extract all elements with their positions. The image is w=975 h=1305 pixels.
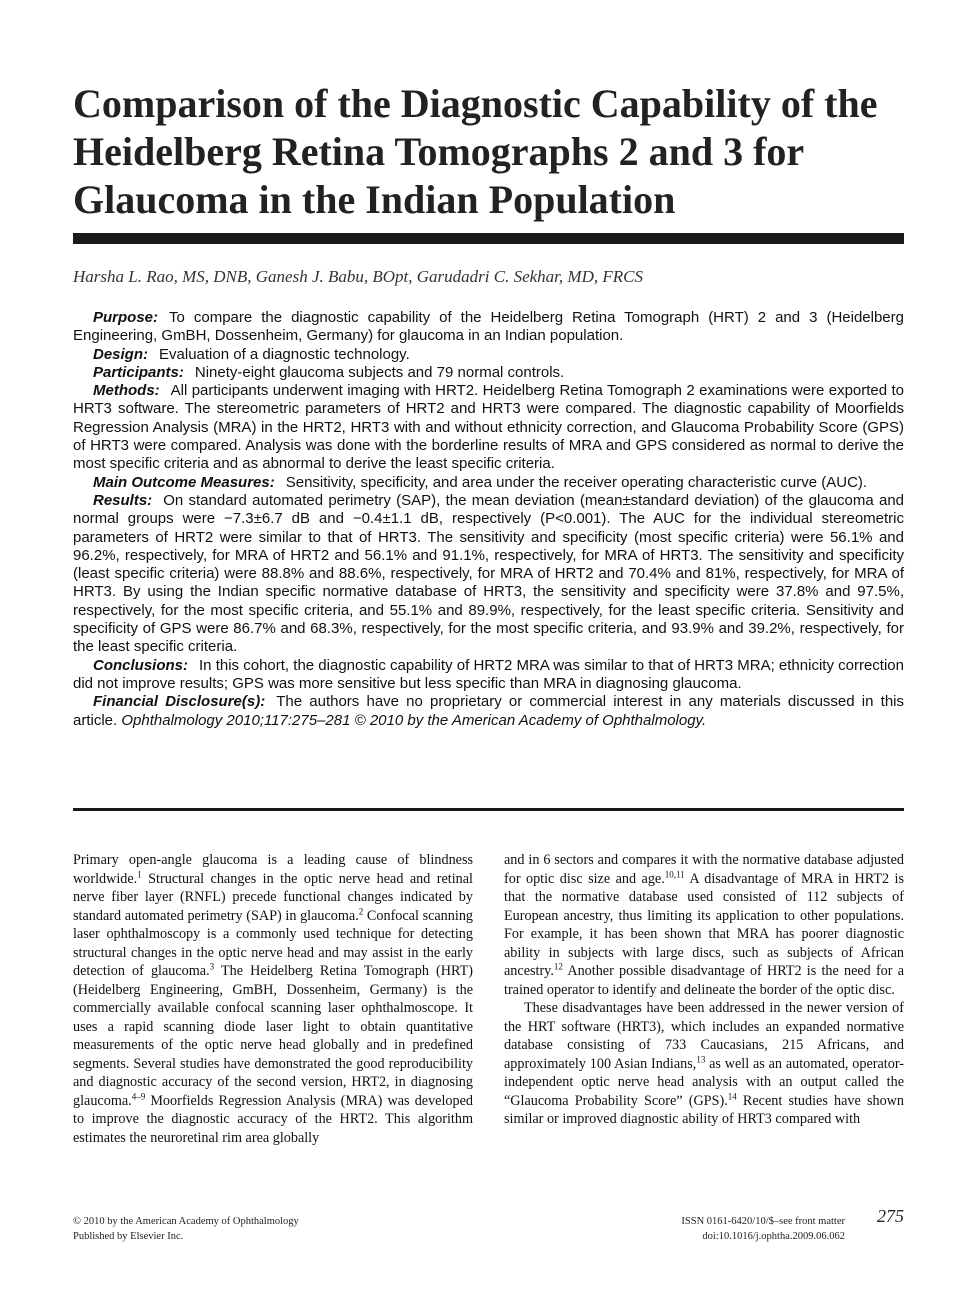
abstract-text: The authors have no proprietary or commercial interest in any materials discussed in this article.	[73, 693, 904, 729]
abstract-label: Participants:	[93, 363, 184, 381]
body-paragraph: These disadvantages have been addressed in the newer version of the HRT software (HRT3), which includes an expanded normative database consisting of 733 Caucasians, 215 Africans, and approximately 100 Asian Indians,$^{13}$ as well as an automated, operator-independent optic nerve head analysis with an output called the “Glaucoma Probability Score” (GPS).$^{14}$ Recent studies have shown similar or improved diagnostic ability of HRT3 compared with	[504, 1000, 904, 1127]
journal-citation: Ophthalmology 2010;117:275–281 © 2010 by the American Academy of Ophthalmology.	[121, 711, 707, 729]
abstract-label: Conclusions:	[93, 656, 189, 674]
abstract-label: Main Outcome Measures:	[93, 473, 275, 491]
abstract-conclusions	[73, 657, 904, 694]
abstract-financial-disclosure	[73, 693, 904, 730]
reference-superscript: 1	[137, 868, 142, 879]
body-column-right	[504, 851, 904, 1129]
article-title: Comparison of the Diagnostic Capability of the Heidelberg Retina Tomographs 2 and 3 for Glaucoma in the Indian Population	[73, 81, 878, 222]
body-column-left	[73, 851, 473, 1147]
reference-superscript: 12	[553, 961, 563, 972]
abstract-text: On standard automated perimetry (SAP), the mean deviation (mean±standard deviation) of the glaucoma and normal groups were −7.3±6.7 dB and −0.4±1.1 dB, respectively (P<0.001). The AUC for the individual stereometric parameters of HRT2 were similar to that of HRT3. The sensitivity and specificity (most specific criteria) were 56.1% and 96.2%, respectively, for MRA of HRT2 and 56.1% and 91.1%, respectively, for MRA of HRT3. The sensitivity and specificity (least specific criteria) were 88.8% and 88.6%, respectively, for MRA of HRT2 and 70.4% and 81%, respectively, for MRA of HRT3. By using the Indian specific normative database of HRT3, the sensitivity and specificity were 37.8% and 97.5%, respectively, for the most specific criteria, and 55.1% and 89.9%, respectively, for the least specific criteria. Sensitivity and specificity of GPS were 86.7% and 68.3%, respectively, for the most specific criteria, and 93.9% and 39.2%, respectively, for the least specific criteria.	[73, 491, 904, 656]
reference-superscript: 13	[696, 1053, 706, 1064]
abstract-label: Results:	[93, 491, 153, 509]
reference-superscript: 4–9	[131, 1090, 146, 1101]
abstract-label: Purpose:	[93, 309, 159, 326]
abstract-text: Sensitivity, specificity, and area under the receiver operating characteristic curve (AUC).	[285, 473, 868, 491]
reference-superscript: 14	[727, 1090, 737, 1101]
abstract-rule	[73, 808, 904, 811]
abstract-methods	[73, 382, 904, 473]
reference-superscript: 2	[358, 905, 364, 916]
abstract-results	[73, 492, 904, 657]
abstract-purpose	[73, 309, 904, 346]
reference-superscript: 10,11	[664, 868, 685, 879]
issn-line: ISSN 0161-6420/10/$–see front matter	[681, 1216, 845, 1227]
doi-line: doi:10.1016/j.ophtha.2009.06.062	[702, 1231, 845, 1242]
abstract-text: To compare the diagnostic capability of the Heidelberg Retina Tomograph (HRT) 2 and 3 (Heidelberg Engineering, GmBH, Dossenheim, Germany) for glaucoma in an Indian population.	[73, 309, 904, 345]
author-list: Harsha L. Rao, MS, DNB, Ganesh J. Babu, BOpt, Garudadri C. Sekhar, MD, FRCS	[73, 267, 643, 286]
footer-left	[73, 1214, 453, 1244]
abstract-label: Design:	[93, 345, 149, 363]
copyright-line: © 2010 by the American Academy of Ophthalmology	[73, 1216, 299, 1227]
body-paragraph: Primary open-angle glaucoma is a leading cause of blindness worldwide.$^1$ Structural changes in the optic nerve head and retinal nerve fiber layer (RNFL) precede functional changes indicated by standard automated perimetry (SAP) in glaucoma.$^2$ Confocal scanning laser ophthalmoscopy is a commonly used technique for detecting structural changes in the optic nerve head and may assist in the early detection of glaucoma.$^3$ The Heidelberg Retina Tomograph (HRT) (Heidelberg Engineering, GmBH, Dossenheim, Germany) is the commercially available confocal scanning laser ophthalmoscope. It uses a rapid scanning diode laser light to obtain quantitative measurements of the optic nerve head globally and in predefined segments. Several studies have demonstrated the good reproducibility and diagnostic accuracy of the second version, HRT2, in diagnosing glaucoma.$^{4-9}$ Moorfields Regression Analysis (MRA) was developed to improve the diagnostic accuracy of the HRT2. This algorithm estimates the neuroretinal rim area globally	[73, 852, 474, 1146]
abstract-outcome-measures	[73, 474, 904, 492]
publisher-line: Published by Elsevier Inc.	[73, 1231, 184, 1242]
abstract-label: Methods:	[93, 382, 160, 400]
abstract-participants	[73, 364, 904, 382]
abstract	[73, 309, 904, 730]
body-paragraph: and in 6 sectors and compares it with the normative database adjusted for optic disc size and age.$^{10,11}$ A disadvantage of MRA in HRT2 is that the normative database used consisted of 112 subjects of European ancestry, thus limiting its application to other populations. For example, it has been shown that MRA has poorer diagnostic ability in subjects with large discs, such as subjects of African ancestry.$^{12}$ Another possible disadvantage of HRT2 is the need for a trained operator to identify and delineate the border of the optic disc.	[504, 852, 904, 998]
abstract-text: In this cohort, the diagnostic capability of HRT2 MRA was similar to that of HRT3 MRA; ethnicity correction did not improve results; GPS was more sensitive but less specific than MRA in diagnosing glaucoma.	[73, 656, 904, 692]
abstract-text: Evaluation of a diagnostic technology.	[159, 345, 410, 363]
footer-right	[560, 1214, 845, 1244]
reference-superscript: 3	[209, 961, 215, 972]
title-rule	[73, 233, 904, 244]
page-number: 275	[877, 1206, 904, 1226]
abstract-label: Financial Disclosure(s):	[93, 693, 266, 711]
abstract-text: Ninety-eight glaucoma subjects and 79 normal controls.	[194, 363, 565, 381]
abstract-text: All participants underwent imaging with HRT2. Heidelberg Retina Tomograph 2 examinations were exported to HRT3 software. The stereometric parameters of HRT2 and HRT3 were compared. The diagnostic capability of Moorfields Regression Analysis (MRA) in the HRT2, HRT3 with and without ethnicity correction, and Glaucoma Probability Score (GPS) of HRT3 were compared. Analysis was done with the borderline results of MRA and GPS considered as normal to derive the most specific criteria and as abnormal to derive the least specific criteria.	[73, 382, 904, 473]
abstract-design	[73, 346, 904, 364]
